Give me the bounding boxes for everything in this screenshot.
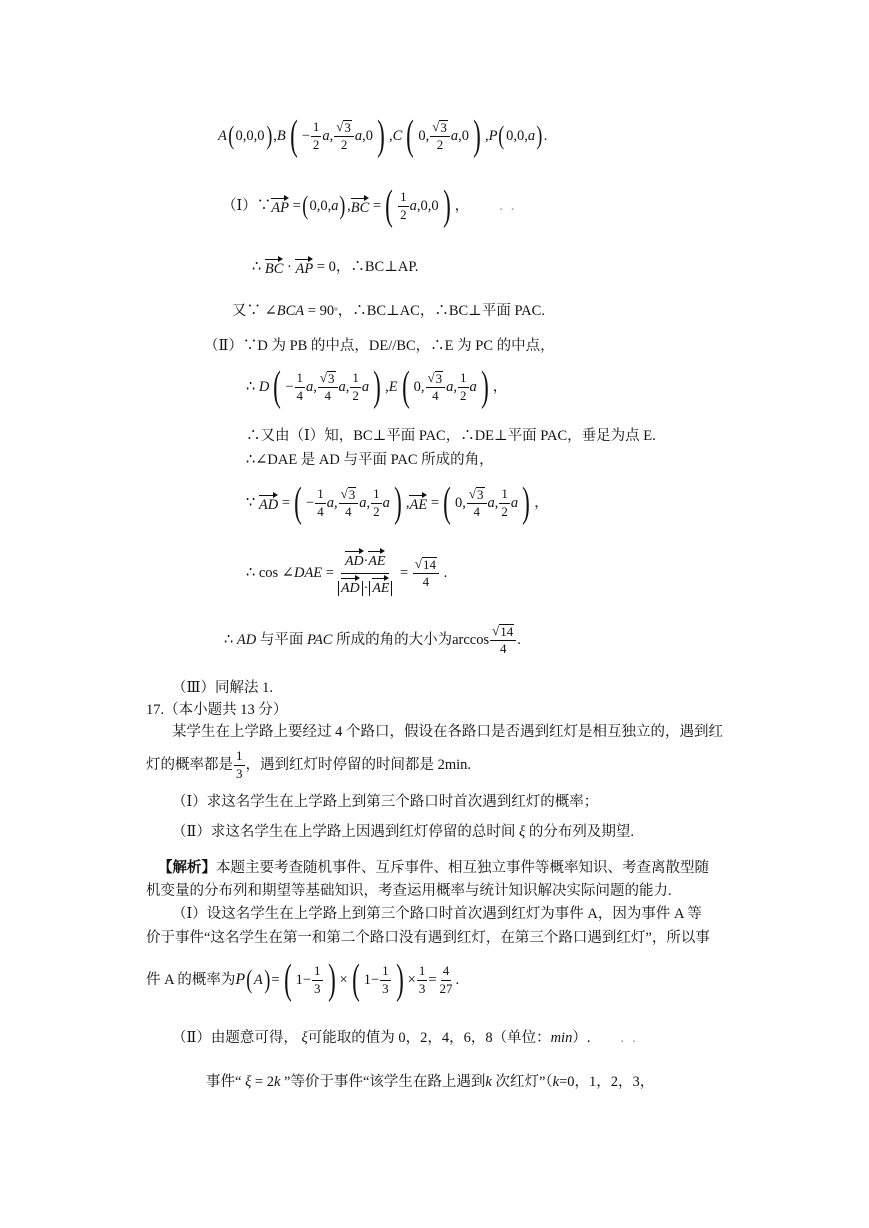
angle-bca-line: 又∵ ∠ BCA = 90 ° ，∴BC⊥AC，∴BC⊥平面 PAC.	[232, 302, 545, 319]
solution-2-line-1: （Ⅱ）由题意可得， ξ 可能取的值为 0，2，4，6，8（单位： min ）. ..	[172, 1029, 644, 1046]
part3-line: （Ⅲ）同解法 1.	[172, 679, 273, 696]
analysis-line-2: 机变量的分布列和期望等基础知识，考查运用概率与统计知识解决实际问题的能力.	[146, 882, 672, 899]
solution-2-line-2: 事件“ ξ = 2 k ”等价于事件“该学生在路上遇到 k 次红灯”（ k =0，1，2，3，	[206, 1073, 655, 1090]
points-d-e-line: ∴ D ( − $\frac{1}{4}$ a , √ 3 4 a , $\frac{1}{2}$ a ) , E ( 0, √ 3 4 a , $\frac{1}{2}$ a ) ，	[246, 364, 508, 410]
angle-result-line: ∴ AD 与平面 PAC 所成的角的大小为 arccos √ 14 4 .	[224, 622, 521, 656]
vectors-ad-ae-line: ∵ AD = ( − $\frac{1}{4}$ a , √ 3 4 a , $\frac{1}{2}$ a ) , AE = ( 0, √ 3 4 a , $\frac{1}{2}$ a ) ，	[246, 480, 549, 526]
perpendicular-line: ∴又由（Ⅰ）知，BC⊥平面 PAC，∴DE⊥平面 PAC，垂足为点 E.	[246, 427, 656, 444]
part1-marker: （Ⅰ）∵	[222, 197, 272, 214]
problem-17-text-2: 灯的概率都是 $\frac{1}{3}$ ，遇到红灯时停留的时间都是 2min.	[146, 748, 472, 781]
question-1: （Ⅰ）求这名学生在上学路上到第三个路口时首次遇到红灯的概率；	[172, 793, 599, 810]
part1-vectors-line: （Ⅰ）∵ AP = ( 0,0, a ) , BC = ( $\frac{1}{2}$ a ,0,0 ) ， ..	[222, 183, 523, 229]
solution-1-line-3: 件 A 的概率为 P ( A ) = ( 1− $\frac{1}{3}$ ) × ( 1− $\frac{1}{3}$ ) × $\frac{1}{3}$ = $\frac{4}{27}$ .	[146, 957, 460, 1003]
coordinates-line: A ( 0,0,0 ) , B ( − $\frac{1}{2}$ a , √ 3 2 a ,0 ) , C ( 0, √ 3 2 a ,0 ) , P ( 0,0, a ) .	[218, 113, 548, 159]
question-2: （Ⅱ）求这名学生在上学路上因遇到红灯停留的总时间 ξ 的分布列及期望.	[172, 823, 634, 840]
cos-dae-line: ∴ cos ∠ DAE = $\frac{AD\cdot AE}{AD \cdot AE}$ = √ 14 4 .	[246, 540, 447, 606]
angle-dae-line: ∴∠DAE 是 AD 与平面 PAC 所成的角，	[246, 451, 494, 468]
analysis-line-1: 【解析】 本题主要考查随机事件、互斥事件、相互独立事件等概率知识、考查离散型随	[158, 859, 709, 876]
solution-1-line-2: 价于事件“这名学生在第一和第二个路口没有遇到红灯，在第三个路口遇到红灯”，所以事	[146, 929, 710, 946]
problem-17-text-1: 某学生在上学路上要经过 4 个路口，假设在各路口是否遇到红灯是相互独立的，遇到红	[172, 723, 723, 740]
dot-product-line: ∴ BC · AP = 0 ，∴BC⊥AP.	[252, 258, 419, 277]
problem-17-header: 17.（本小题共 13 分）	[146, 701, 288, 718]
part2-intro: （Ⅱ）∵D 为 PB 的中点，DE//BC，∴E 为 PC 的中点，	[204, 337, 555, 354]
solution-1-line-1: （Ⅰ）设这名学生在上学路上到第三个路口时首次遇到红灯为事件 A，因为事件 A 等	[172, 905, 702, 922]
